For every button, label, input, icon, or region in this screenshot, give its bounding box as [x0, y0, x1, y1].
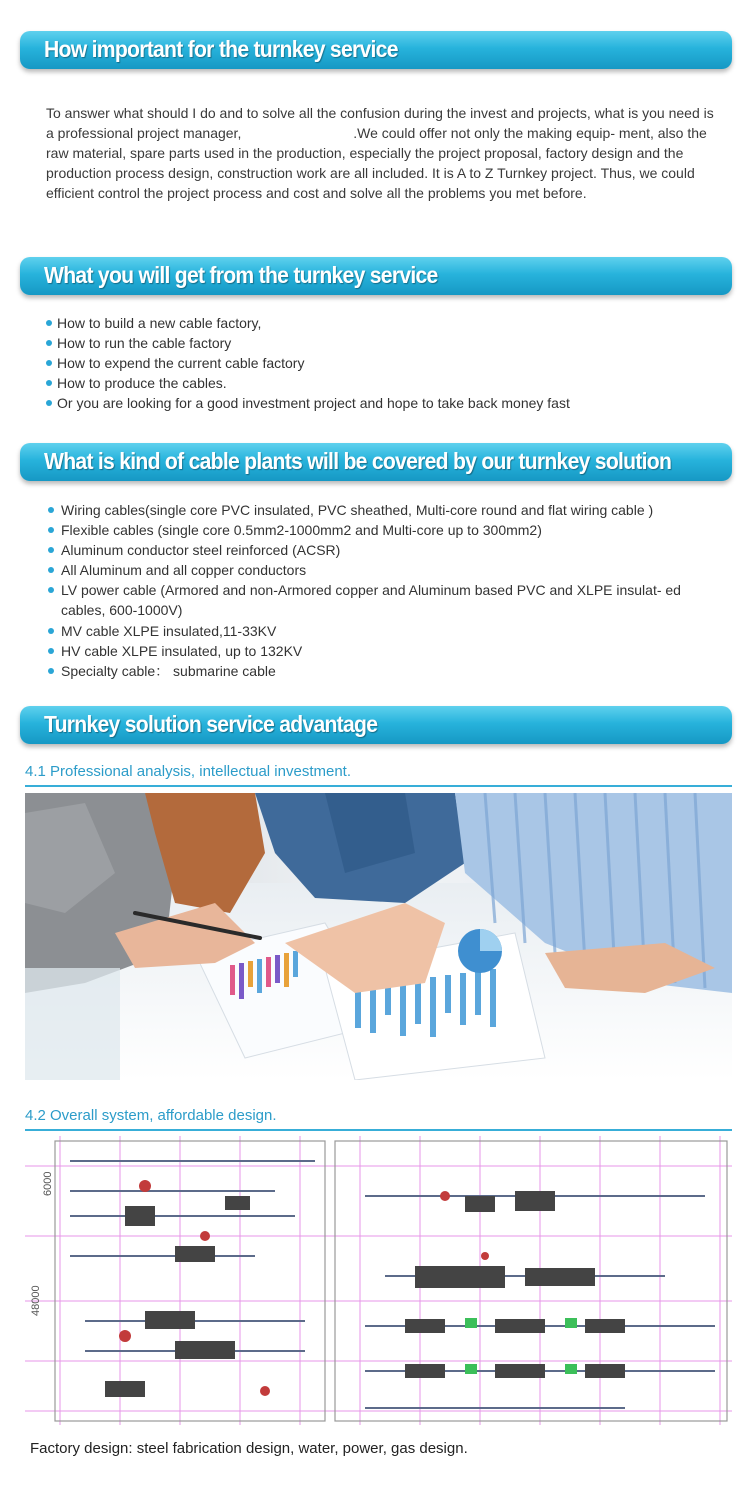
- section-title: Turnkey solution service advantage: [44, 711, 378, 737]
- business-meeting-photo: [25, 793, 732, 1080]
- plan-dimension-side: 48000: [30, 1285, 42, 1316]
- list-item: Flexible cables (single core 0.5mm2-1000mm2 and Multi-core up to 300mm2): [48, 520, 718, 540]
- list-item: How to build a new cable factory,: [46, 313, 726, 333]
- intro-text-a: To answer what should I do and to solve all the confusion during the invest and projects, what is you need is a professional project manager,: [46, 105, 714, 141]
- list-item: HV cable XLPE insulated, up to 132KV: [48, 641, 718, 661]
- benefit-list: [46, 313, 726, 413]
- list-item: All Aluminum and all copper conductors: [48, 560, 718, 580]
- list-item: Specialty cable： submarine cable: [48, 661, 718, 681]
- list-item: How to produce the cables.: [46, 373, 726, 393]
- bullet-icon: [46, 380, 52, 386]
- bullet-icon: [48, 567, 54, 573]
- list-item: Aluminum conductor steel reinforced (ACSR): [48, 540, 718, 560]
- section-banner-turnkey-importance: [20, 31, 732, 69]
- section-banner-what-you-get: [20, 257, 732, 295]
- bullet-icon: [48, 648, 54, 654]
- plan-dimension-top: 6000: [42, 1171, 54, 1196]
- factory-layout-drawing: [25, 1136, 732, 1425]
- subheading-text: 4.2 Overall system, affordable design.: [25, 1107, 277, 1124]
- subheading-overall-system: [25, 1107, 732, 1131]
- list-item: How to expend the current cable factory: [46, 353, 726, 373]
- bullet-icon: [48, 668, 54, 674]
- bullet-icon: [46, 400, 52, 406]
- bullet-icon: [48, 507, 54, 513]
- bullet-icon: [46, 340, 52, 346]
- factory-design-caption: Factory design: steel fabrication design, water, power, gas design.: [30, 1440, 468, 1457]
- bullet-icon: [48, 547, 54, 553]
- subheading-text: 4.1 Professional analysis, intellectual investment.: [25, 763, 352, 780]
- section-title: What is kind of cable plants will be covered by our turnkey solution: [44, 448, 672, 474]
- list-item: How to run the cable factory: [46, 333, 726, 353]
- bullet-icon: [48, 628, 54, 634]
- section-title: How important for the turnkey service: [44, 36, 398, 62]
- bullet-icon: [48, 587, 54, 593]
- section-title: What you will get from the turnkey service: [44, 262, 438, 288]
- cable-plant-list: [48, 500, 718, 681]
- intro-text-b: .We could offer not only the making equip- ment, also the raw material, spare parts used in the production, especially the project proposal, factory design and the production process design, construction work are all included. It is A to Z Turnkey project. Thus, we could efficient control the project process and cost and solve all the problems you met before.: [46, 125, 707, 201]
- list-item: MV cable XLPE insulated,11-33KV: [48, 621, 718, 641]
- bullet-icon: [48, 527, 54, 533]
- list-item: Or you are looking for a good investment project and hope to take back money fast: [46, 393, 726, 413]
- bullet-icon: [46, 360, 52, 366]
- subheading-professional-analysis: [25, 763, 732, 787]
- intro-paragraph: [46, 103, 716, 203]
- section-banner-advantage: [20, 706, 732, 744]
- section-banner-cable-plants: [20, 443, 732, 481]
- bullet-icon: [46, 320, 52, 326]
- list-item: LV power cable (Armored and non-Armored copper and Aluminum based PVC and XLPE insulat- ed cables, 600-1000V): [48, 580, 718, 620]
- list-item: Wiring cables(single core PVC insulated, PVC sheathed, Multi-core round and flat wiring cable ): [48, 500, 718, 520]
